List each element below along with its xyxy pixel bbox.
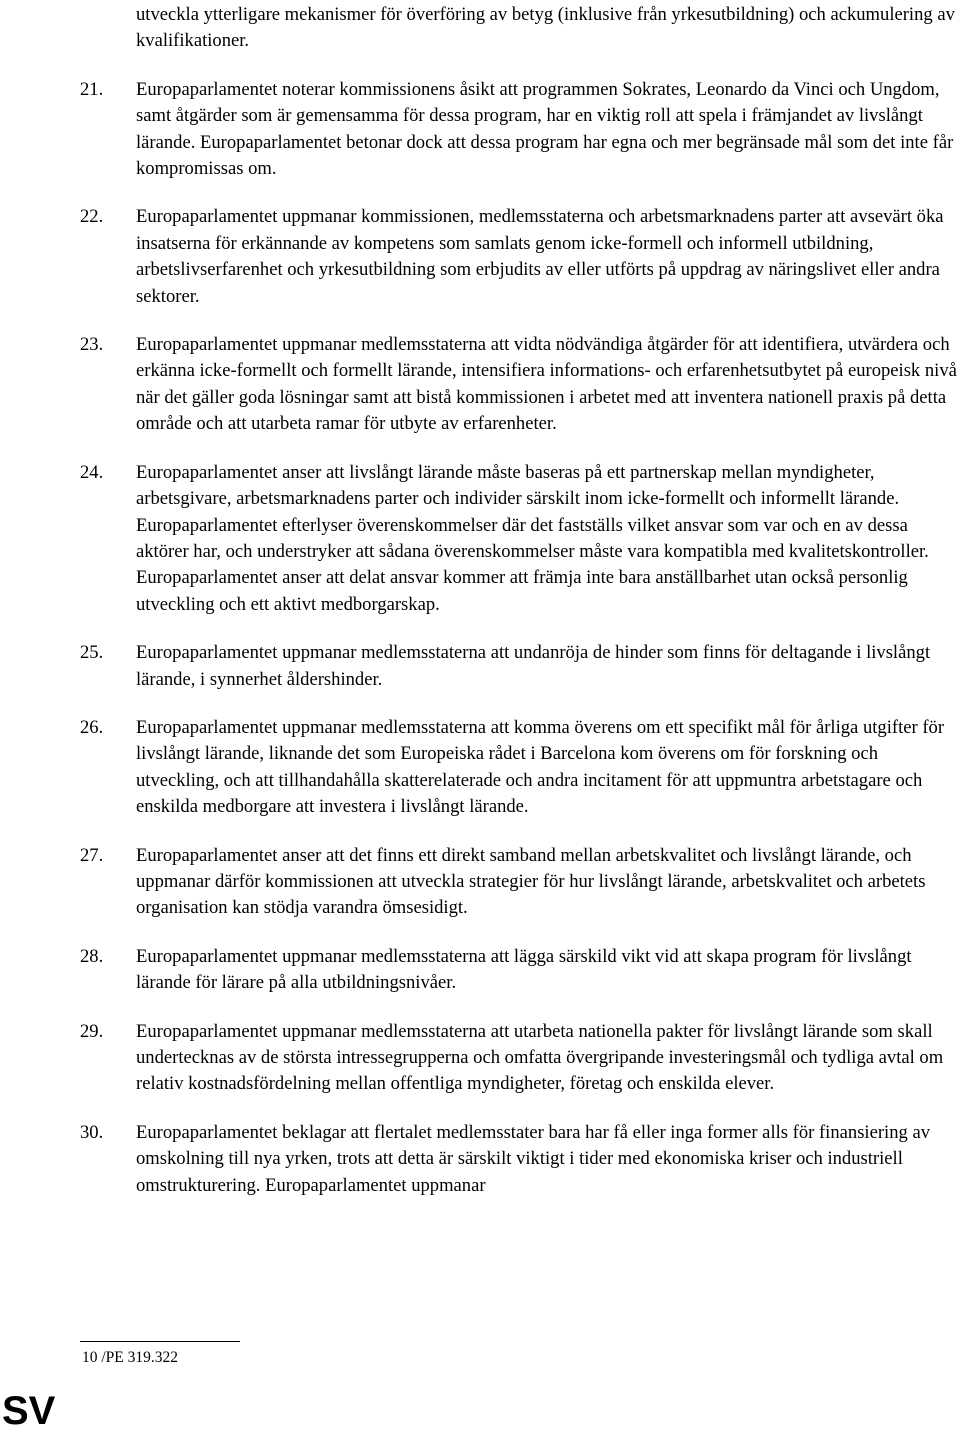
paragraph-22 [80,204,960,310]
paragraph-21 [80,77,960,183]
paragraph-number: 23. [80,334,104,356]
paragraph-text: Europaparlamentet uppmanar medlemsstaterna att vidta nödvändiga åtgärder för att identifiera, utvärdera och erkänna icke-formellt och formellt lärande, intensifiera informations- och erfarenhetsutbytet på europeisk nivå när det gäller goda lösningar samt att bistå kommissionen i arbetet med att inventera nationell praxis på detta område och att utarbeta ramar för utbyte av erfarenheter. [136,334,957,435]
paragraph-text: Europaparlamentet uppmanar medlemsstaterna att lägga särskild vikt vid att skapa program för livslångt lärande för lärare på alla utbildningsnivåer. [136,945,912,994]
paragraph-number: 24. [80,461,104,483]
paragraph-number: 27. [80,844,104,866]
paragraph-28 [80,944,960,997]
paragraph-number: 29. [80,1020,104,1042]
paragraph-number: 30. [80,1121,104,1143]
paragraph-text: Europaparlamentet uppmanar medlemsstaterna att undanröja de hinder som finns för deltagande i livslångt lärande, i synnerhet åldershinder. [136,642,931,690]
document-body [80,0,960,1199]
paragraph-text: Europaparlamentet anser att det finns ett direkt samband mellan arbetskvalitet och livslångt lärande, och uppmanar därför kommissionen att utveckla strategier för hur livslångt lärande, arbetskvalitet och arbetets organisation kan stödja varandra ömsesidigt. [136,844,926,919]
paragraph-text: Europaparlamentet anser att livslångt lärande måste baseras på ett partnerskap mellan myndigheter, arbetsgivare, arbetsmarknadens parter och individer särskilt inom icke-formellt och informellt lärande. Europaparlamentet efterlyser överenskommelser där det fastställs vilket ansvar som var och en av dessa aktörer har, och understryker att sådana överenskommelser måste vara kompatibla med kvalitetskontroller. Europaparlamentet anser att delat ansvar kommer att främja inte bara anställbarhet utan också personlig utveckling och ett aktivt medborgarskap. [136,461,929,615]
paragraph-text: Europaparlamentet noterar kommissionens åsikt att programmen Sokrates, Leonardo da Vinci och Ungdom, samt åtgärder som är gemensamma för dessa program, har en viktig roll att spela i främjandet av livslångt lärande. Europaparlamentet betonar dock att dessa program har egna och mer begränsade mål som det inte får kompromissas om. [136,78,954,180]
paragraph-text: Europaparlamentet uppmanar medlemsstaterna att utarbeta nationella pakter för livslångt lärande som skall undertecknas av de största intressegrupperna och omfatta övergripande investeringsmål och tydliga avtal om relativ kostnadsfördelning mellan offentliga myndigheter, företag och enskilda elever. [136,1020,944,1095]
paragraph-29 [80,1019,960,1098]
paragraph-23 [80,332,960,438]
language-code: SV [2,1389,56,1433]
continued-paragraph [80,2,960,55]
paragraph-number: 22. [80,206,104,228]
paragraph-number: 28. [80,945,104,967]
paragraph-26 [80,715,960,821]
paragraph-number: 26. [80,716,104,738]
paragraph-24 [80,460,960,618]
paragraph-number: 25. [80,642,104,664]
paragraph-text: Europaparlamentet beklagar att flertalet medlemsstater bara har få eller inga former alls för finansiering av omskolning till nya yrken, trots att detta är särskilt viktigt i tider med ekonomiska kriser och industriell omstrukturering. Europaparlamentet uppmanar [136,1121,930,1196]
paragraph-text: Europaparlamentet uppmanar medlemsstaterna att komma överens om ett specifikt mål för årliga utgifter för livslångt lärande, liknande det som Europeiska rådet i Barcelona kom överens om för forskning och utveckling, och att tillhandahålla skatterelaterade och andra incitament för att uppmuntra arbetstagare och enskilda medborgare att investera i livslångt lärande. [136,716,945,818]
footer-divider [80,1341,240,1342]
paragraph-30 [80,1120,960,1199]
document-reference: 10 /PE 319.322 [82,1349,179,1366]
paragraph-27 [80,843,960,922]
paragraph-25 [80,640,960,693]
paragraph-text: utveckla ytterligare mekanismer för överföring av betyg (inklusive från yrkesutbildning) och ackumulering av kvalifikationer. [136,4,955,52]
paragraph-number: 21. [80,78,104,100]
paragraph-text: Europaparlamentet uppmanar kommissionen, medlemsstaterna och arbetsmarknadens parter att avsevärt öka insatserna för erkännande av kompetens som samlats genom icke-formell och informell utbildning, arbetslivserfarenhet och yrkesutbildning som erbjudits av eller utförts på uppdrag av näringslivet eller andra sektorer. [136,206,944,307]
